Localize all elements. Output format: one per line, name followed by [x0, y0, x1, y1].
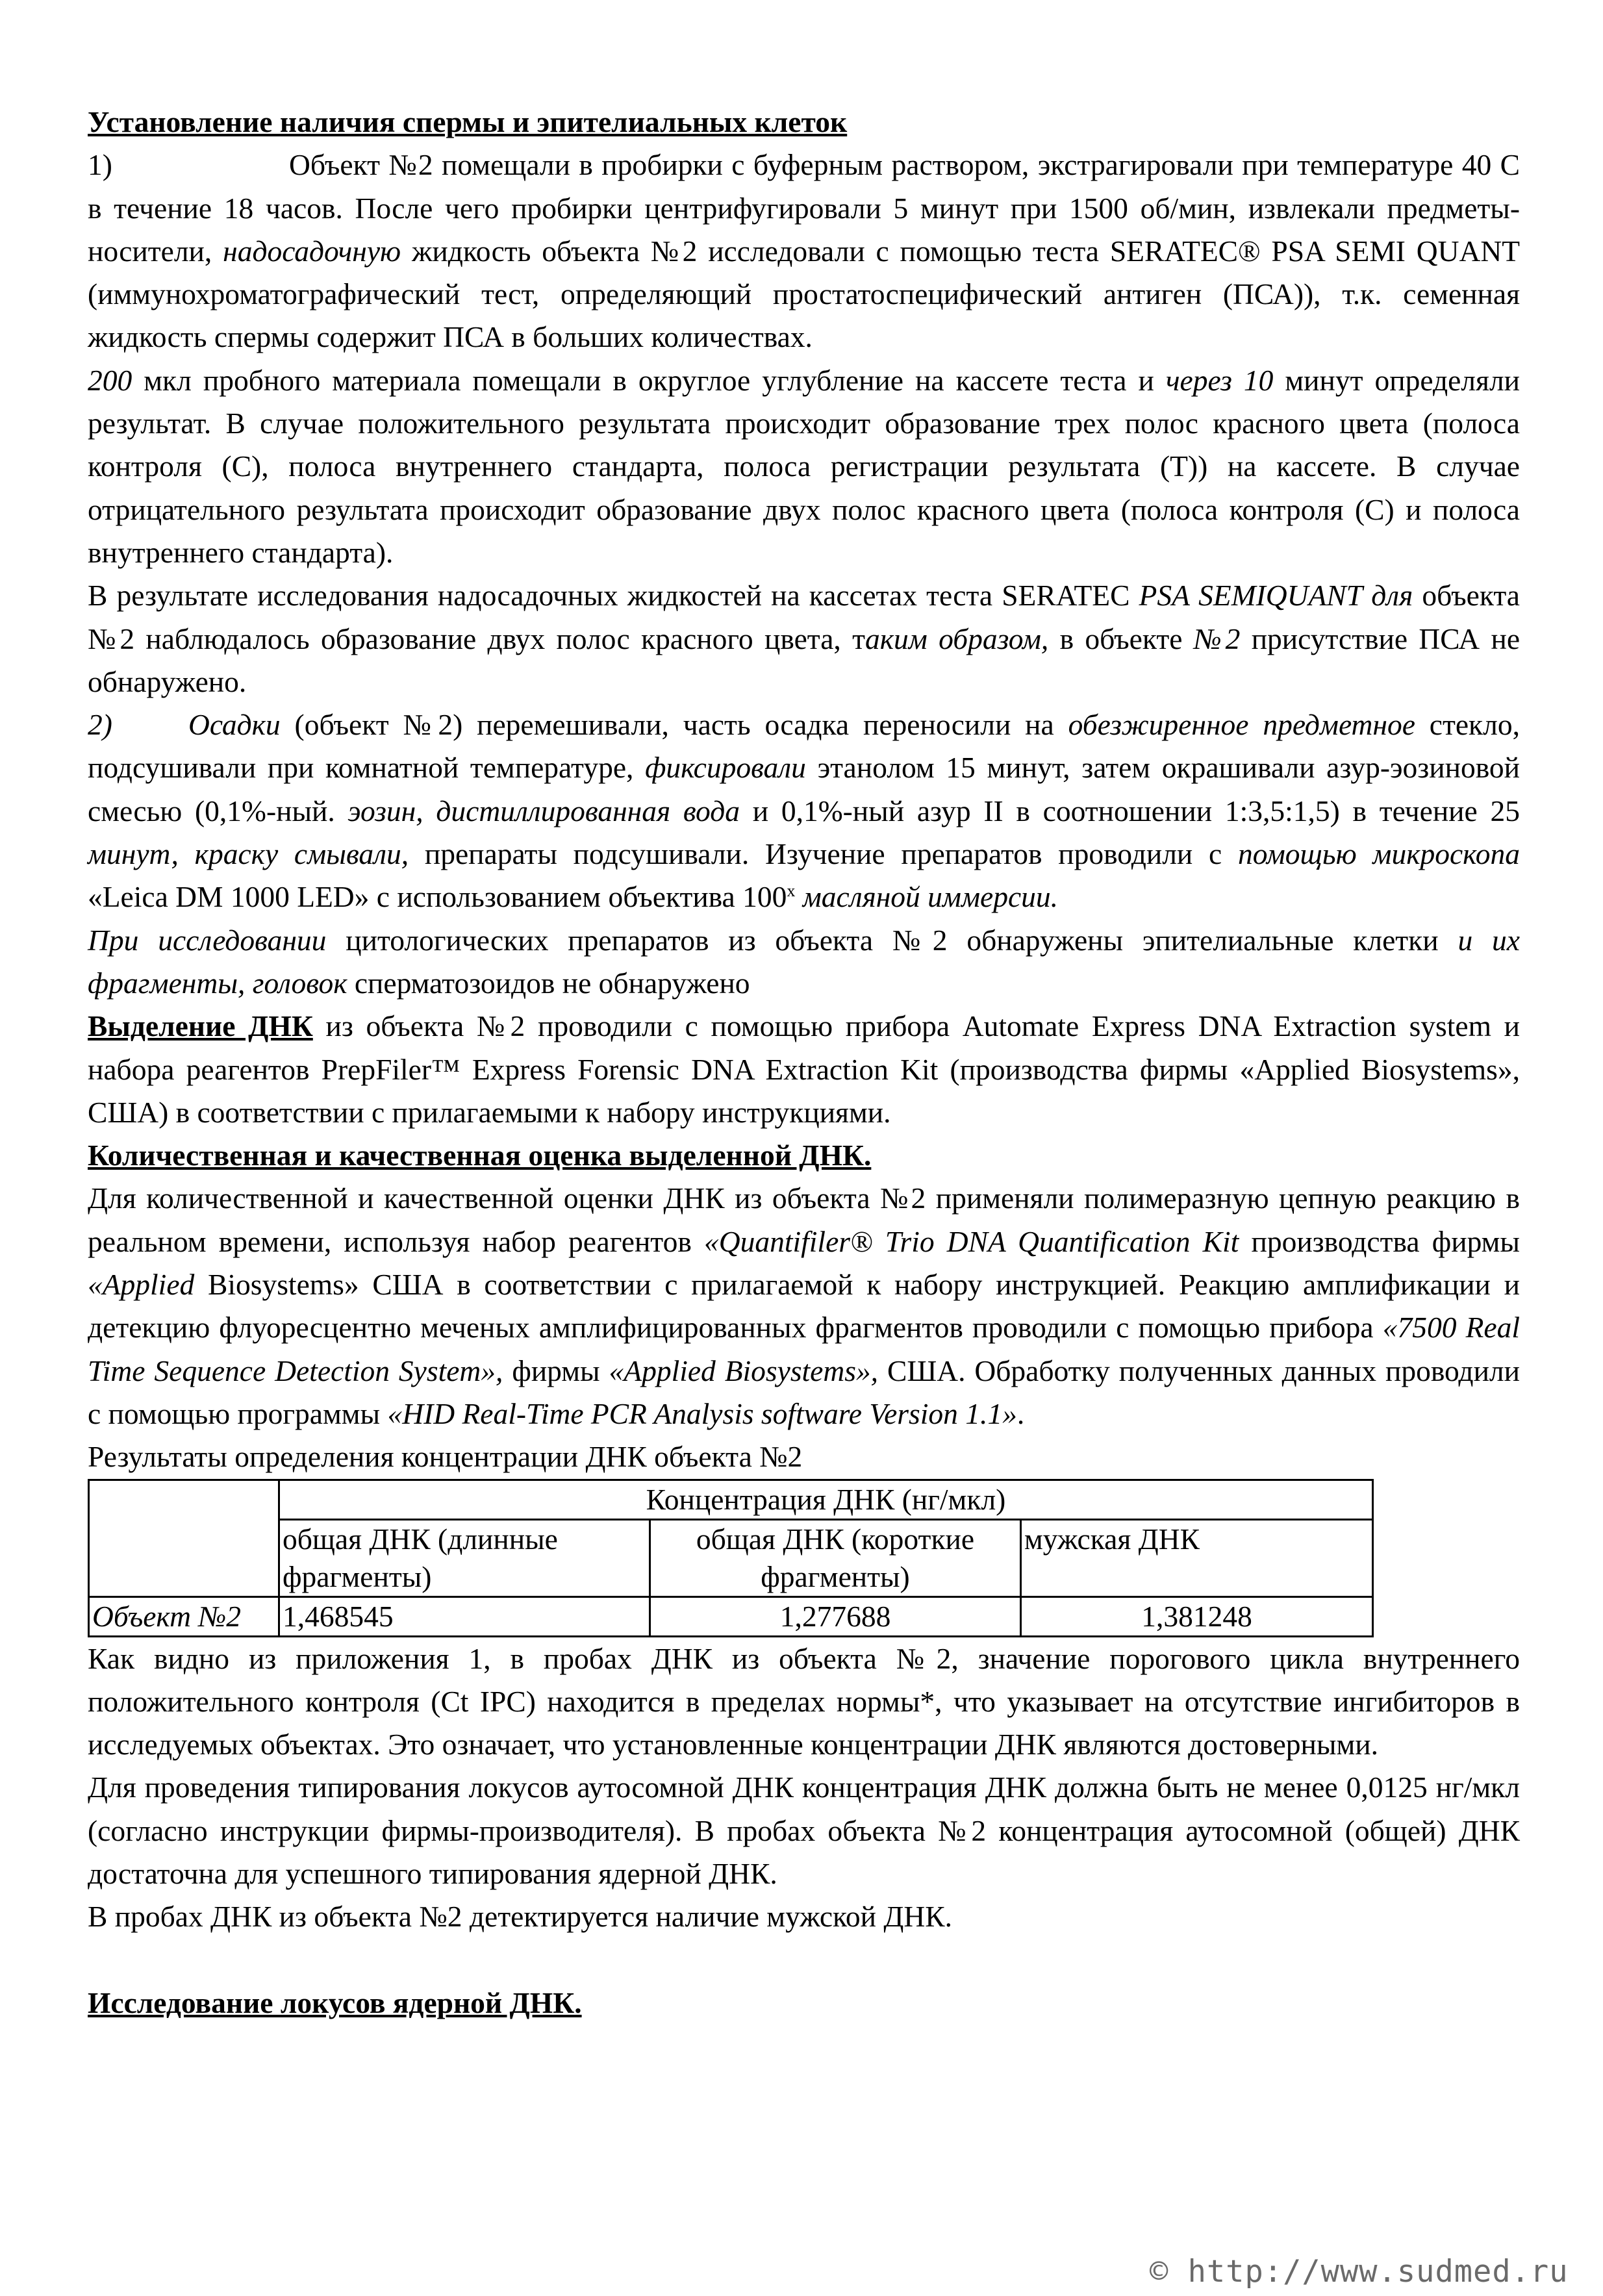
- table-col-header-male: мужская ДНК: [1021, 1519, 1373, 1596]
- table-col-header-short: общая ДНК (короткие фрагменты): [650, 1519, 1021, 1596]
- ipc-paragraph: Как видно из приложения 1, в пробах ДНК из объекта №2, значение порогового цикла внутреннего положительного контроля (Ct IPC) находится в пределах нормы*, что указывает на отсутствие ингибиторов в исследуемых объектах. Это означает, что установленные концентрации ДНК являются достоверными.: [88, 1641, 1520, 1761]
- item-2-paragraph: 2) Осадки (объект №2) перемешивали, часть осадка переносили на обезжиренное предметное стекло, подсушивали при комнатной температуре, фиксировали этанолом 15 минут, затем окрашивали азур-эозиновой смесью (0,1%-ный. эозин, дистиллированная вода и 0,1%-ный азур II в соотношении 1:3,5:1,5) в течение 25 минут, краску смывали, препараты подсушивали. Изучение препаратов проводили с помощью микроскопа «Leica DM 1000 LED» с использованием объектива 100$^x$ масляной иммерсии.: [88, 703, 1520, 918]
- table-row-label: Объект №2: [89, 1596, 279, 1636]
- dna-extraction-heading: Выделение ДНК: [88, 1009, 313, 1043]
- item-1-number: 1): [88, 148, 112, 182]
- table-corner-cell: [89, 1480, 279, 1596]
- copyright-watermark: © http://www.sudmed.ru: [1150, 2254, 1569, 2290]
- table-group-header: Концентрация ДНК (нг/мкл): [279, 1480, 1373, 1519]
- quantification-paragraph: Для количественной и качественной оценки ДНК из объекта №2 применяли полимеразную цепную реакцию в реальном времени, используя набор реагентов «Quantifiler® Trio DNA Quantification Kit производства фирмы «Applied Biosystems» США в соответствии с прилагаемой к набору инструкцией. Реакцию амплификации и детекцию флуоресцентно меченых амплифицированных фрагментов проводили с помощью прибора «7500 Real Time Sequence Detection System», фирмы «Applied Biosystems», США. Обработку полученных данных проводили с помощью программы «HID Real-Time PCR Analysis software Version 1.1».: [88, 1181, 1520, 1430]
- typing-paragraph: Для проведения типирования локусов аутосомной ДНК концентрация ДНК должна быть не менее 0,0125 нг/мкл (согласно инструкции фирмы-производителя). В пробах объекта №2 концентрация аутосомной (общей) ДНК достаточна для успешного типирования ядерной ДНК.: [88, 1771, 1520, 1890]
- table-cell-short: 1,277688: [650, 1596, 1021, 1636]
- sperm-section-heading: Установление наличия спермы и эпителиальных клеток: [88, 105, 848, 138]
- dna-concentration-table: [88, 1479, 1374, 1637]
- document-page: [88, 101, 1520, 2025]
- table-cell-male: 1,381248: [1021, 1596, 1373, 1636]
- nuclear-dna-heading: Исследование локусов ядерной ДНК.: [88, 1986, 582, 2019]
- psa-test-paragraph: 200 мкл пробного материала помещали в округлое углубление на кассете теста и через 10 минут определяли результат. В случае положительного результата происходит образование трех полос красного цвета (полоса контроля (С), полоса внутреннего стандарта, полоса регистрации результата (Т)) на кассете. В случае отрицательного результата происходит образование двух полос красного цвета (полоса контроля (С) и полоса внутреннего стандарта).: [88, 363, 1520, 569]
- item-2-number: 2): [88, 708, 112, 742]
- blank-line: [88, 1939, 1520, 1982]
- male-dna-paragraph: В пробах ДНК из объекта №2 детектируется наличие мужской ДНК.: [88, 1900, 952, 1934]
- dna-extraction-paragraph: Выделение ДНК из объекта №2 проводили с помощью прибора Automate Express DNA Extraction system и набора реагентов PrepFiler™ Express Forensic DNA Extraction Kit (производства фирмы «Applied Biosystems», США) в соответствии с прилагаемыми к набору инструкциями.: [88, 1009, 1520, 1129]
- table-col-header-long: общая ДНК (длинные фрагменты): [279, 1519, 650, 1596]
- table-caption: Результаты определения концентрации ДНК объекта №2: [88, 1440, 803, 1474]
- item-1-paragraph: 1) Объект №2 помещали в пробирки с буферным раствором, экстрагировали при температуре 40 С в течение 18 часов. После чего пробирки центрифугировали 5 минут при 1500 об/мин, извлекали предметы-носители, надосадочную жидкость объекта №2 исследовали с помощью теста SERATEC® PSA SEMI QUANT (иммунохроматографический тест, определяющий простатоспецифический антиген (ПСА)), т.к. семенная жидкость спермы содержит ПСА в больших количествах.: [88, 144, 1520, 359]
- quantification-heading: Количественная и качественная оценка выделенной ДНК.: [88, 1139, 872, 1172]
- cytology-result-paragraph: При исследовании цитологических препаратов из объекта №2 обнаружены эпителиальные клетки и их фрагменты, головок сперматозоидов не обнаружено: [88, 923, 1520, 1000]
- psa-result-paragraph: В результате исследования надосадочных жидкостей на кассетах теста SERATEC PSA SEMIQUANT для объекта №2 наблюдалось образование двух полос красного цвета, таким образом, в объекте №2 присутствие ПСА не обнаружено.: [88, 579, 1521, 698]
- table-cell-long: 1,468545: [279, 1596, 650, 1636]
